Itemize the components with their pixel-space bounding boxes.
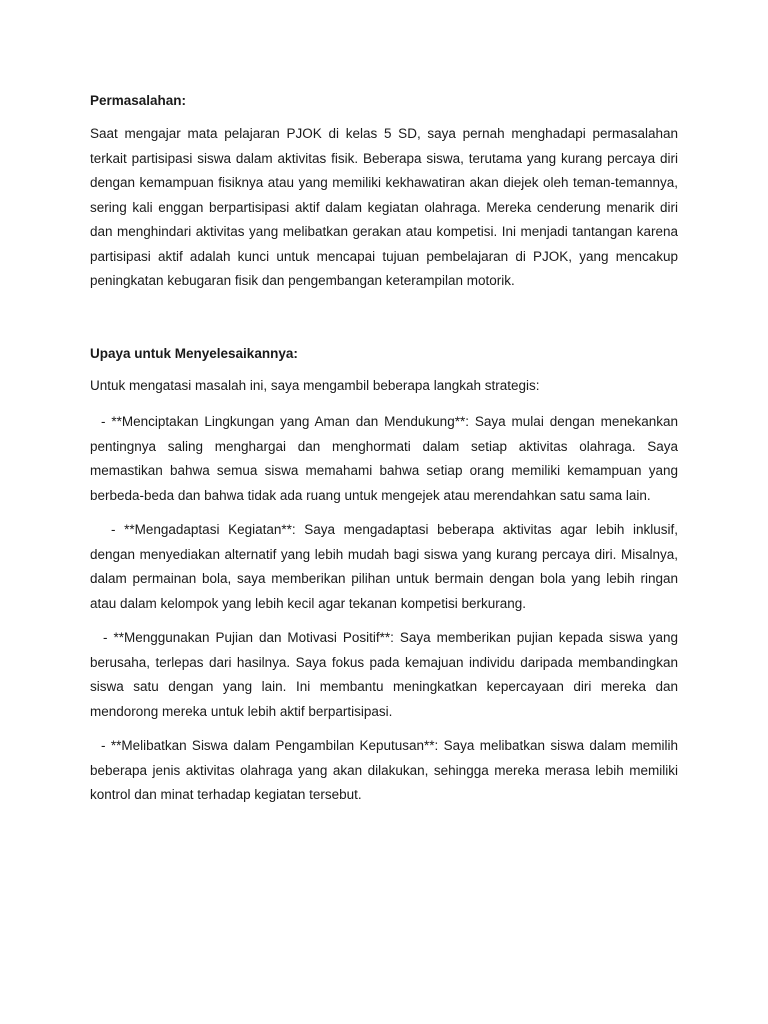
- strategy-item-keputusan: - **Melibatkan Siswa dalam Pengambilan Keputusan**: Saya melibatkan siswa dalam memilih beberapa jenis aktivitas olahraga yang akan dilakukan, sehingga mereka merasa lebih memiliki kontrol dan minat terhadap kegiatan tersebut.: [90, 738, 678, 802]
- section-heading-upaya: Upaya untuk Menyelesaikannya:: [90, 346, 298, 361]
- strategy-item-pujian: - **Menggunakan Pujian dan Motivasi Positif**: Saya memberikan pujian kepada siswa yang berusaha, terlepas dari hasilnya. Saya fokus pada kemajuan individu daripada membandingkan siswa satu dengan yang lain. Ini membantu meningkatkan kepercayaan diri mereka dan mendorong mereka untuk lebih aktif berpartisipasi.: [90, 630, 678, 719]
- strategy-item-lingkungan: - **Menciptakan Lingkungan yang Aman dan Mendukung**: Saya mulai dengan menekankan pentingnya saling menghargai dan menghormati dalam setiap aktivitas olahraga. Saya memastikan bahwa semua siswa memahami bahwa setiap orang memiliki kemampuan yang berbeda-beda dan bahwa tidak ada ruang untuk mengejek atau merendahkan satu sama lain.: [90, 414, 678, 503]
- permasalahan-paragraph: Saat mengajar mata pelajaran PJOK di kelas 5 SD, saya pernah menghadapi permasalahan terkait partisipasi siswa dalam aktivitas fisik. Beberapa siswa, terutama yang kurang percaya diri dengan kemampuan fisiknya atau yang memiliki kekhawatiran akan diejek oleh teman-temannya, sering kali enggan berpartisipasi aktif dalam kegiatan olahraga. Mereka cenderung menarik diri dan menghindari aktivitas yang melibatkan gerakan atau kompetisi. Ini menjadi tantangan karena partisipasi aktif adalah kunci untuk mencapai tujuan pembelajaran di PJOK, yang mencakup peningkatan kebugaran fisik dan pengembangan keterampilan motorik.: [90, 126, 678, 288]
- section-heading-permasalahan: Permasalahan:: [90, 93, 187, 108]
- strategy-item-adaptasi: - **Mengadaptasi Kegiatan**: Saya mengadaptasi beberapa aktivitas agar lebih inklusif, dengan menyediakan alternatif yang lebih mudah bagi siswa yang kurang percaya diri. Misalnya, dalam permainan bola, saya memberikan pilihan untuk bermain dengan bola yang lebih ringan atau dalam kelompok yang lebih kecil agar tekanan kompetisi berkurang.: [90, 522, 678, 611]
- upaya-intro-paragraph: Untuk mengatasi masalah ini, saya mengambil beberapa langkah strategis:: [90, 378, 540, 393]
